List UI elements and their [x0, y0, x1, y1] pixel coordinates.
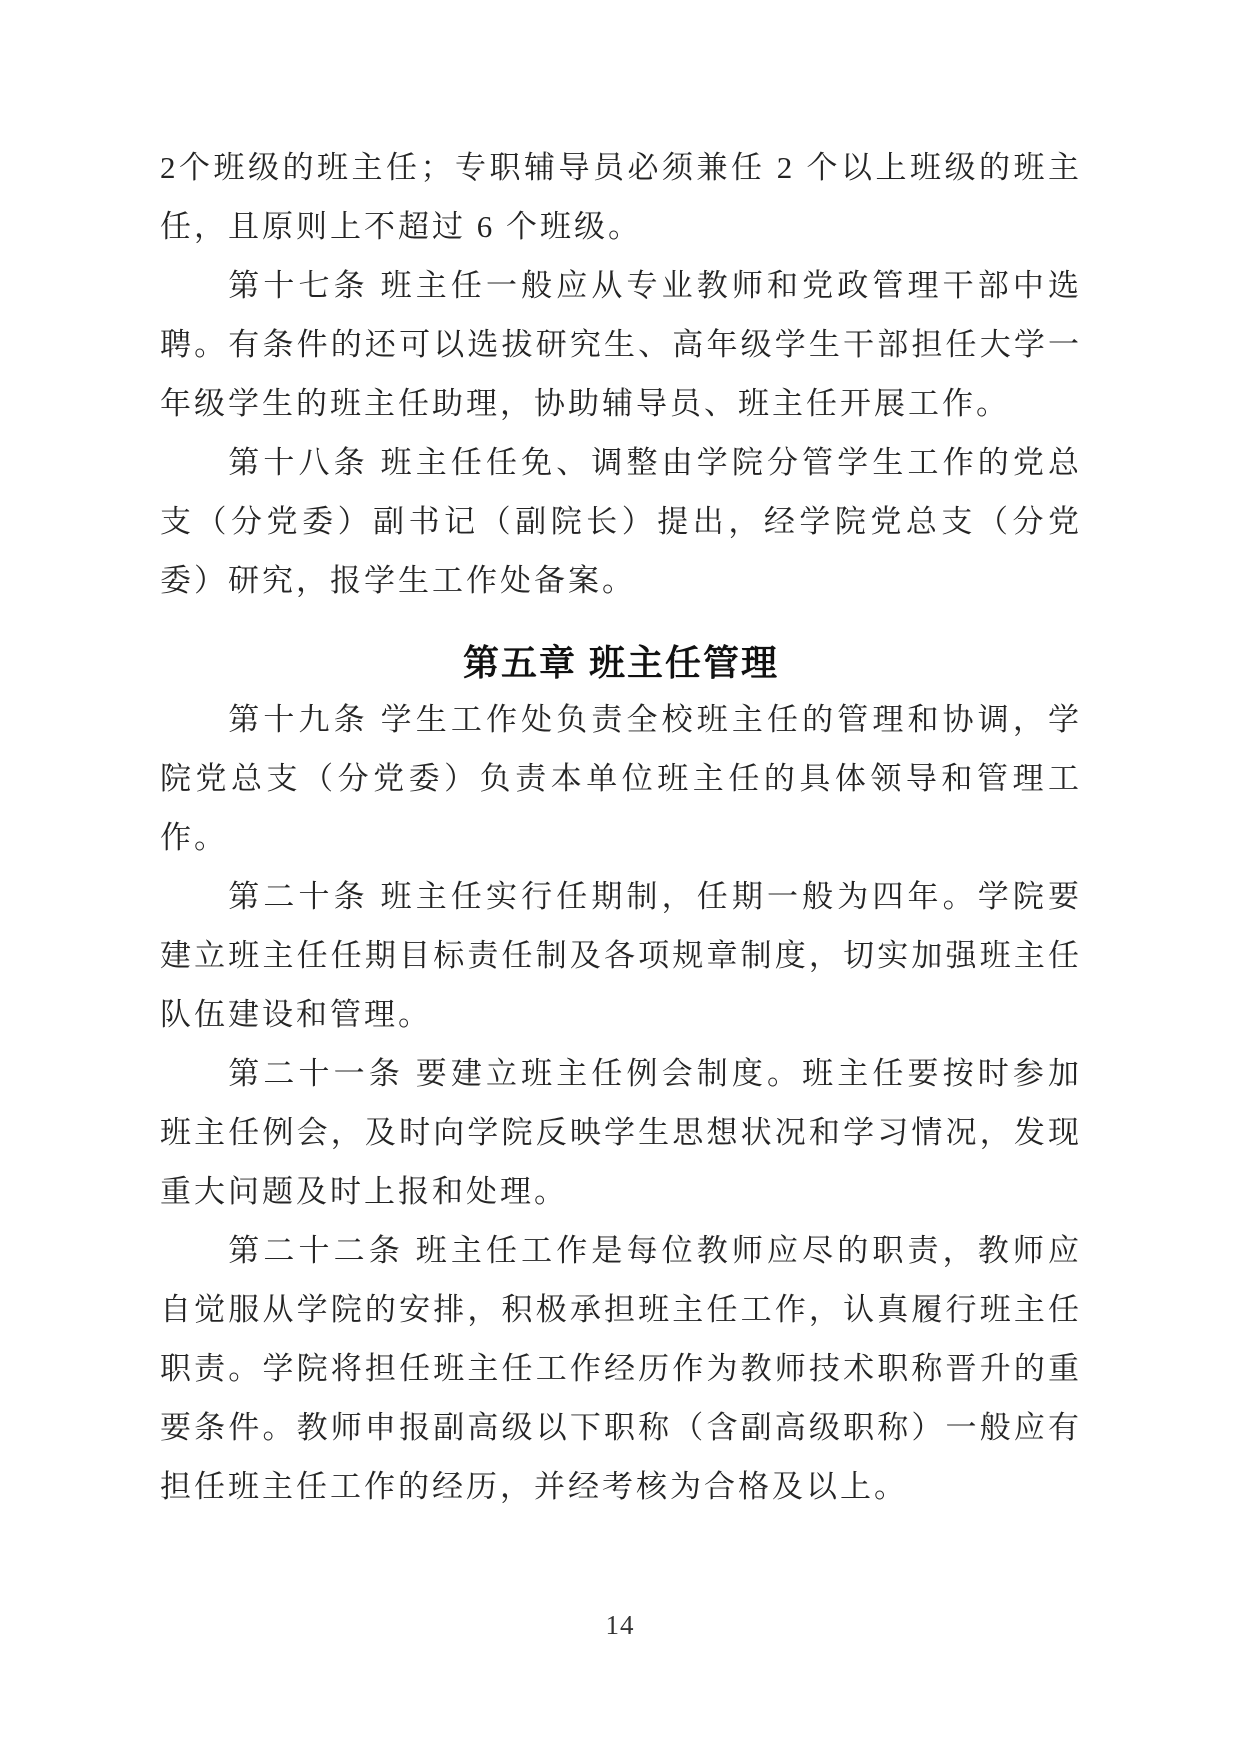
chapter-heading: 第五章 班主任管理	[462, 642, 779, 683]
paragraph-article-17: 第十七条 班主任一般应从专业教师和党政管理干部中选聘。有条件的还可以选拔研究生、高年级学生干部担任大学一年级学生的班主任助理，协助辅导员、班主任开展工作。	[160, 268, 1082, 421]
paragraph-article-22: 第二十二条 班主任工作是每位教师应尽的职责，教师应自觉服从学院的安排，积极承担班主任工作，认真履行班主任职责。学院将担任班主任工作经历作为教师技术职称晋升的重要条件。教师申报副高级以下职称（含副高级职称）一般应有担任班主任工作的经历，并经考核为合格及以上。	[160, 1233, 1082, 1504]
paragraph-continuation: 2个班级的班主任；专职辅导员必须兼任 2 个以上班级的班主任，且原则上不超过 6 个班级。	[160, 150, 1082, 244]
paragraph-article-18: 第十八条 班主任任免、调整由学院分管学生工作的党总支（分党委）副书记（副院长）提出，经学院党总支（分党委）研究，报学生工作处备案。	[160, 445, 1082, 598]
page-number: 14	[605, 1610, 635, 1640]
paragraph-article-21: 第二十一条 要建立班主任例会制度。班主任要按时参加班主任例会，及时向学院反映学生思想状况和学习情况，发现重大问题及时上报和处理。	[160, 1056, 1082, 1209]
paragraph-article-20: 第二十条 班主任实行任期制，任期一般为四年。学院要建立班主任任期目标责任制及各项规章制度，切实加强班主任队伍建设和管理。	[160, 879, 1082, 1032]
paragraph-article-19: 第十九条 学生工作处负责全校班主任的管理和协调，学院党总支（分党委）负责本单位班主任的具体领导和管理工作。	[160, 702, 1082, 855]
